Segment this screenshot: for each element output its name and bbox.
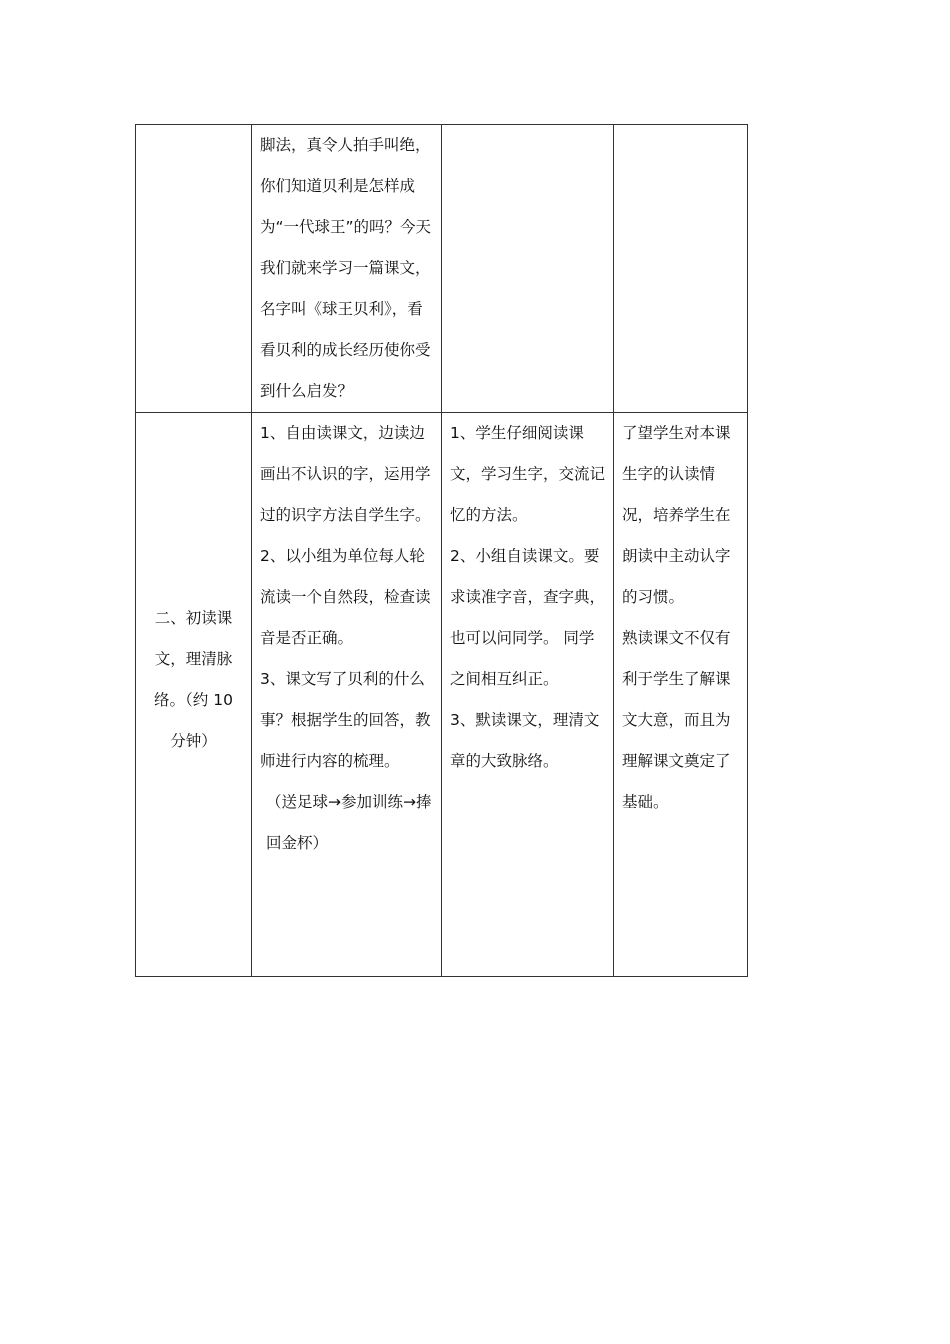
intro-text: 脚法，真令人拍手叫绝，你们知道贝利是怎样成为“一代球王”的吗？今天我们就来学习一篇课文，名字叫《球王贝利》，看看贝利的成长经历使你受到什么启发？ bbox=[260, 136, 432, 400]
intent-1: 了望学生对本课生字的认读情况，培养学生在朗读中主动认字的习惯。 bbox=[622, 424, 731, 606]
student-step-3: 3、默读课文，理清文章的大致脉络。 bbox=[450, 711, 600, 770]
design-intent-cell-empty bbox=[614, 125, 748, 413]
stage-cell bbox=[136, 413, 252, 977]
student-step-2: 2、小组自读课文。要求读准字音，查字典，也可以问同学。 同学之间相互纠正。 bbox=[450, 547, 606, 688]
lesson-plan-table bbox=[135, 124, 748, 977]
table-row bbox=[136, 413, 748, 977]
student-activity-cell-empty bbox=[442, 125, 614, 413]
intent-2: 熟读课文不仅有利于学生了解课文大意，而且为理解课文奠定了基础。 bbox=[622, 629, 731, 811]
student-step-1: 1、学生仔细阅读课文，学习生字，交流记忆的方法。 bbox=[450, 424, 606, 524]
table-row bbox=[136, 125, 748, 413]
design-intent-cell bbox=[614, 413, 748, 977]
teacher-step-3: 3、课文写了贝利的什么事？根据学生的回答，教师进行内容的梳理。 bbox=[260, 670, 431, 770]
teacher-activity-cell bbox=[252, 413, 442, 977]
teacher-activity-cell bbox=[252, 125, 442, 413]
student-activity-cell bbox=[442, 413, 614, 977]
teacher-step-1: 1、自由读课文，边读边画出不认识的字，运用学过的识字方法自学生字。 bbox=[260, 424, 431, 524]
teacher-step-2: 2、以小组为单位每人轮流读一个自然段，检查读音是否正确。 bbox=[260, 547, 431, 647]
teacher-step-note: （送足球→参加训练→捧回金杯） bbox=[266, 793, 432, 852]
stage-cell-empty bbox=[136, 125, 252, 413]
stage-label: 二、初读课文，理清脉络。（约 10 分钟） bbox=[154, 608, 233, 750]
